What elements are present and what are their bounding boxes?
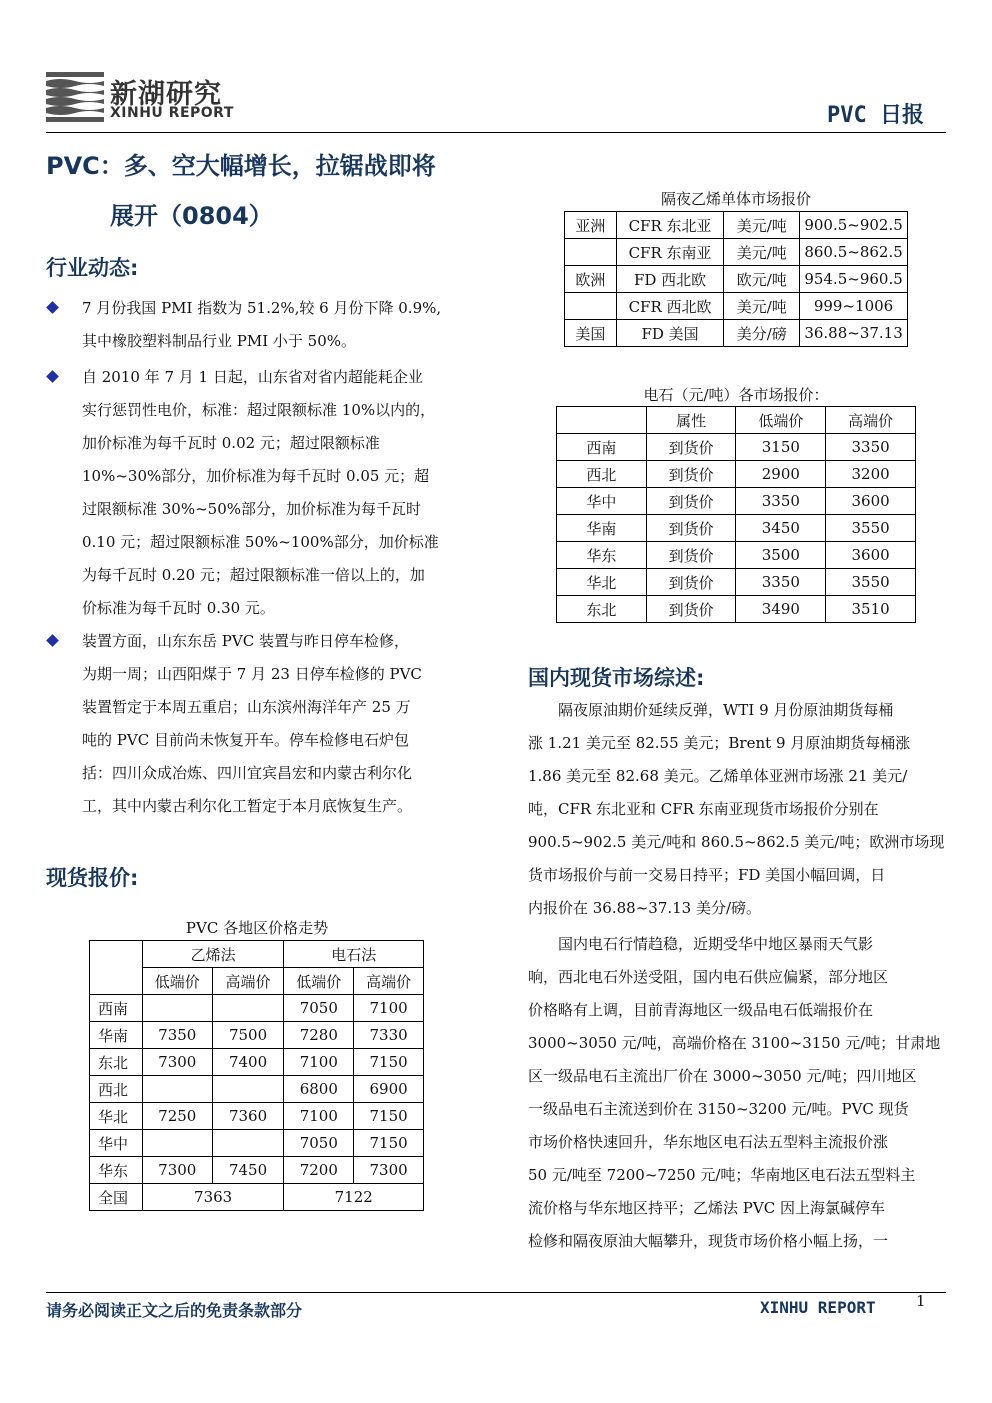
region-cell: 华南 [557, 515, 647, 542]
price-cell: 3600 [826, 542, 916, 569]
paragraph-line: 货市场报价与前一交易日持平；FD 美国小幅回调，日 [528, 866, 886, 884]
logo-wave-icon [46, 70, 104, 124]
average-price-cell: 7363 [142, 1184, 284, 1211]
paragraph-line: 涨 1.21 美元至 82.55 美元；Brent 9 月原油期货每桶涨 [528, 734, 911, 752]
bullet-line: 吨的 PVC 目前尚未恢复开车。停车检修电石炉包 [82, 731, 409, 749]
domestic-heading: 国内现货市场综述: [528, 666, 705, 690]
paragraph-line: 响，西北电石外送受阻，国内电石供应偏紧，部分地区 [528, 968, 889, 986]
price-cell: 3350 [826, 434, 916, 461]
header-divider [46, 132, 946, 133]
type-cell: 到货价 [646, 434, 736, 461]
paragraph-line: 流价格与华东地区持平；乙烯法 PVC 因上海氯碱停车 [528, 1199, 885, 1217]
table-row [557, 542, 916, 569]
region-cell: 西北 [557, 461, 647, 488]
market-cell: FD 西北欧 [616, 266, 724, 293]
price-cell: 7100 [284, 1049, 354, 1076]
column-header: 低端价 [142, 968, 212, 995]
table-row [565, 293, 908, 320]
price-cell: 900.5~902.5 [800, 212, 908, 239]
unit-cell: 美元/吨 [724, 293, 800, 320]
type-cell: 到货价 [646, 542, 736, 569]
bullet-line: 0.10 元；超过限额标准 50%~100%部分，加价标准 [82, 533, 439, 551]
price-cell [212, 1130, 284, 1157]
table-corner-cell [90, 941, 143, 995]
bullet-line: 括：四川众成冶炼、四川宜宾昌宏和内蒙古利尔化 [82, 764, 413, 782]
paragraph-line: 1.86 美元至 82.68 美元。乙烯单体亚洲市场涨 21 美元/ [528, 767, 908, 785]
type-cell: 到货价 [646, 515, 736, 542]
price-cell: 3500 [736, 542, 826, 569]
price-cell: 7280 [284, 1022, 354, 1049]
table-row [565, 320, 908, 347]
industry-heading: 行业动态: [46, 256, 139, 280]
price-cell: 7300 [142, 1049, 212, 1076]
footer-divider [46, 1292, 946, 1293]
disclaimer-note: 请务必阅读正文之后的免责条款部分 [46, 1301, 303, 1320]
paragraph-line: 一级品电石主流送到价在 3150~3200 元/吨。PVC 现货 [528, 1100, 909, 1118]
domestic-paragraph-2 [528, 934, 948, 1264]
bullet-line: 工，其中内蒙古利尔化工暂定于本月底恢复生产。 [82, 797, 413, 815]
price-cell: 7200 [284, 1157, 354, 1184]
price-cell [142, 1130, 212, 1157]
bullet-line: 加价标准为每千瓦时 0.02 元；超过限额标准 [82, 434, 380, 452]
table-row [557, 569, 916, 596]
market-cell: CFR 西北欧 [616, 293, 724, 320]
price-cell: 3450 [736, 515, 826, 542]
region-cell: 华中 [557, 488, 647, 515]
pvc-table-title: PVC 各地区价格走势 [185, 919, 329, 937]
bullet-line: 7 月份我国 PMI 指数为 51.2%,较 6 月份下降 0.9%, [82, 299, 442, 317]
region-cell: 东北 [557, 596, 647, 623]
diamond-bullet-icon [46, 301, 60, 315]
price-cell: 3600 [826, 488, 916, 515]
price-cell: 954.5~960.5 [800, 266, 908, 293]
bullet-line: 其中橡胶塑料制品行业 PMI 小于 50%。 [82, 332, 357, 350]
price-cell [212, 995, 284, 1022]
page-number: 1 [916, 1292, 926, 1310]
price-cell: 7100 [284, 1103, 354, 1130]
region-cell: 华北 [557, 569, 647, 596]
table-row [90, 995, 424, 1022]
type-cell: 到货价 [646, 461, 736, 488]
industry-bullet [46, 631, 476, 821]
average-price-cell: 7122 [284, 1184, 424, 1211]
unit-cell: 美元/吨 [724, 212, 800, 239]
region-cell: 亚洲 [565, 212, 617, 239]
price-cell: 7300 [354, 1157, 424, 1184]
region-cell: 西南 [90, 995, 143, 1022]
column-header: 低端价 [736, 407, 826, 434]
price-cell: 3350 [736, 569, 826, 596]
carbide-price-table [556, 406, 916, 623]
industry-bullet [46, 367, 476, 617]
column-group-header: 电石法 [284, 941, 424, 968]
bullet-line: 自 2010 年 7 月 1 日起，山东省对省内超能耗企业 [82, 368, 423, 386]
price-cell: 3150 [736, 434, 826, 461]
column-header: 高端价 [354, 968, 424, 995]
region-cell: 华北 [90, 1103, 143, 1130]
price-cell: 3200 [826, 461, 916, 488]
paragraph-line: 检修和隔夜原油大幅攀升，现货市场价格小幅上扬，一 [528, 1232, 889, 1250]
table-row [90, 1157, 424, 1184]
paragraph-line: 隔夜原油期价延续反弹，WTI 9 月份原油期货每桶 [528, 701, 894, 719]
bullet-line: 为每千瓦时 0.20 元；超过限额标准一倍以上的，加 [82, 566, 425, 584]
column-header: 高端价 [826, 407, 916, 434]
market-cell: FD 美国 [616, 320, 724, 347]
price-cell: 7330 [354, 1022, 424, 1049]
price-cell: 6900 [354, 1076, 424, 1103]
report-type-label: PVC 日报 [827, 103, 924, 128]
table-row [557, 461, 916, 488]
price-cell: 3550 [826, 569, 916, 596]
price-cell: 3550 [826, 515, 916, 542]
diamond-bullet-icon [46, 634, 60, 648]
price-cell: 860.5~862.5 [800, 239, 908, 266]
diamond-bullet-icon [46, 370, 60, 384]
price-cell: 6800 [284, 1076, 354, 1103]
region-cell: 西北 [90, 1076, 143, 1103]
paragraph-line: 50 元/吨至 7200~7250 元/吨；华南地区电石法五型料主 [528, 1166, 916, 1184]
price-cell: 3490 [736, 596, 826, 623]
price-cell: 7400 [212, 1049, 284, 1076]
paragraph-line: 区一级品电石主流出厂价在 3000~3050 元/吨；四川地区 [528, 1067, 917, 1085]
region-cell [565, 239, 617, 266]
market-cell: CFR 东北亚 [616, 212, 724, 239]
column-group-header: 乙烯法 [142, 941, 284, 968]
bullet-line: 为期一周；山西阳煤于 7 月 23 日停车检修的 PVC [82, 665, 422, 683]
column-header: 低端价 [284, 968, 354, 995]
type-cell: 到货价 [646, 488, 736, 515]
price-cell [142, 995, 212, 1022]
report-title-line-1: PVC：多、空大幅增长，拉锯战即将 [46, 152, 436, 180]
bullet-line: 装置方面，山东东岳 PVC 装置与昨日停车检修， [82, 632, 409, 650]
region-cell: 华中 [90, 1130, 143, 1157]
region-cell: 美国 [565, 320, 617, 347]
table-row-national [90, 1184, 424, 1211]
region-cell [565, 293, 617, 320]
paragraph-line: 吨，CFR 东北亚和 CFR 东南亚现货市场报价分别在 [528, 800, 879, 818]
type-cell: 到货价 [646, 569, 736, 596]
bullet-line: 价标准为每千瓦时 0.30 元。 [82, 599, 275, 617]
region-cell: 华东 [90, 1157, 143, 1184]
price-cell: 7300 [142, 1157, 212, 1184]
paragraph-line: 价格略有上调，目前青海地区一级品电石低端报价在 [528, 1001, 874, 1019]
price-cell: 7350 [142, 1022, 212, 1049]
region-cell: 东北 [90, 1049, 143, 1076]
bullet-line: 实行惩罚性电价，标准：超过限额标准 10%以内的， [82, 401, 436, 419]
price-cell: 7050 [284, 995, 354, 1022]
price-cell: 7150 [354, 1103, 424, 1130]
bullet-line: 10%~30%部分，加价标准为每千瓦时 0.05 元；超 [82, 467, 430, 485]
carbide-table-title: 电石（元/吨）各市场报价： [643, 386, 829, 404]
price-cell: 7150 [354, 1130, 424, 1157]
price-cell: 2900 [736, 461, 826, 488]
pvc-price-table [89, 940, 424, 1211]
price-cell: 7450 [212, 1157, 284, 1184]
price-cell: 7050 [284, 1130, 354, 1157]
bullet-line: 装置暂定于本周五重启；山东滨州海洋年产 25 万 [82, 698, 411, 716]
column-header: 高端价 [212, 968, 284, 995]
type-cell: 到货价 [646, 596, 736, 623]
unit-cell: 欧元/吨 [724, 266, 800, 293]
table-row [557, 434, 916, 461]
ethylene-table-title: 隔夜乙烯单体市场报价 [660, 190, 811, 208]
table-row [90, 1049, 424, 1076]
paragraph-line: 市场价格快速回升，华东地区电石法五型料主流报价涨 [528, 1133, 889, 1151]
table-row [90, 1022, 424, 1049]
report-title-line-2: 展开（0804） [110, 202, 273, 230]
domestic-paragraph-1 [528, 700, 948, 930]
table-header-row [557, 407, 916, 434]
price-cell [142, 1076, 212, 1103]
region-cell: 华东 [557, 542, 647, 569]
column-header: 属性 [646, 407, 736, 434]
region-cell: 欧洲 [565, 266, 617, 293]
price-cell: 3350 [736, 488, 826, 515]
price-cell: 7360 [212, 1103, 284, 1130]
table-row [90, 1076, 424, 1103]
table-row [557, 515, 916, 542]
price-cell: 7150 [354, 1049, 424, 1076]
industry-bullet [46, 298, 476, 358]
bullet-line: 过限额标准 30%~50%部分，加价标准为每千瓦时 [82, 500, 422, 518]
paragraph-line: 内报价在 36.88~37.13 美分/磅。 [528, 899, 762, 917]
region-cell: 西南 [557, 434, 647, 461]
unit-cell: 美元/吨 [724, 239, 800, 266]
company-logo [46, 70, 246, 126]
region-cell: 全国 [90, 1184, 143, 1211]
price-cell: 3510 [826, 596, 916, 623]
column-header [557, 407, 647, 434]
table-row [90, 1130, 424, 1157]
logo-english-text: XINHU REPORT [110, 105, 234, 121]
region-cell: 华南 [90, 1022, 143, 1049]
market-cell: CFR 东南亚 [616, 239, 724, 266]
table-row [90, 1103, 424, 1130]
table-row [565, 266, 908, 293]
price-cell: 7100 [354, 995, 424, 1022]
table-row [565, 212, 908, 239]
footer-brand: XINHU REPORT [760, 1298, 876, 1317]
price-cell: 999~1006 [800, 293, 908, 320]
price-cell: 7250 [142, 1103, 212, 1130]
table-row [557, 596, 916, 623]
paragraph-line: 900.5~902.5 美元/吨和 860.5~862.5 美元/吨；欧洲市场现 [528, 833, 945, 851]
unit-cell: 美分/磅 [724, 320, 800, 347]
paragraph-line: 国内电石行情趋稳，近期受华中地区暴雨天气影 [528, 935, 874, 953]
logo-chinese-text: 新湖研究 [110, 79, 222, 110]
price-cell: 36.88~37.13 [800, 320, 908, 347]
spot-heading: 现货报价: [46, 866, 139, 890]
ethylene-price-table [564, 211, 908, 347]
price-cell [212, 1076, 284, 1103]
table-row [565, 239, 908, 266]
table-row [557, 488, 916, 515]
price-cell: 7500 [212, 1022, 284, 1049]
paragraph-line: 3000~3050 元/吨，高端价格在 3100~3150 元/吨；甘肃地 [528, 1034, 941, 1052]
